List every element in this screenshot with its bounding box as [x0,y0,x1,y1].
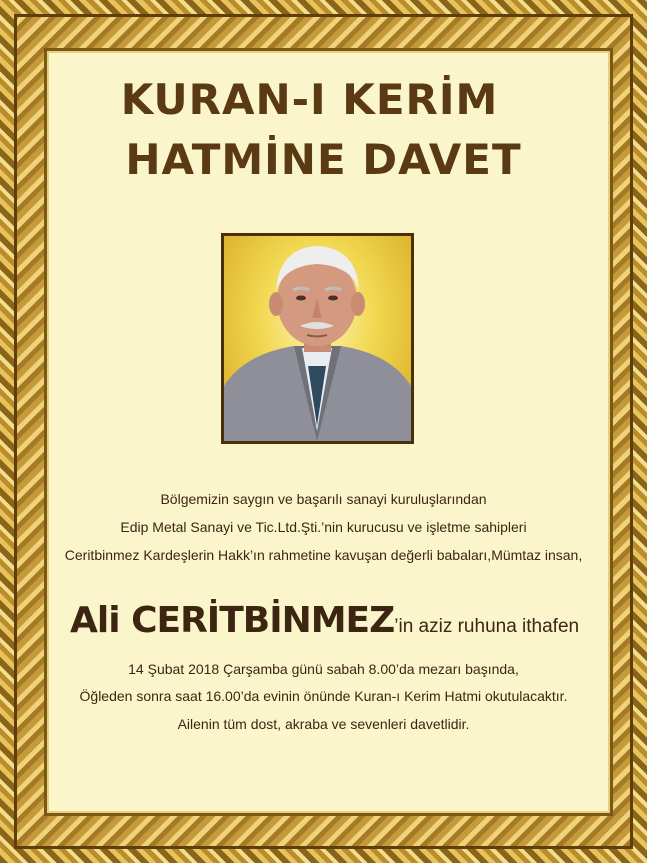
details-line-3: Ailenin tüm dost, akraba ve sevenleri davetlidir. [177,716,470,732]
details-line-2: Öğleden sonra saat 16.00’da evinin önünde Kuran-ı Kerim Hatmi okutulacaktır. [79,688,568,704]
intro-line-1: Bölgemizin saygın ve başarılı sanayi kuruluşlarından [160,491,487,507]
heading-line-2: HATMİNE DAVET [125,135,522,184]
deceased-name-row [70,600,630,641]
heading-line-1: KURAN-I KERİM [120,75,499,124]
portrait-photo [221,233,414,444]
details-line-1: 14 Şubat 2018 Çarşamba günü sabah 8.00’da mezarı başında, [128,661,519,677]
deceased-name: Ali CERİTBİNMEZ [70,600,395,641]
portrait-figure-icon [224,236,411,441]
dedication-text: ’in aziz ruhuna ithafen [394,616,580,637]
intro-line-2: Edip Metal Sanayi ve Tic.Ltd.Şti.’nin kurucusu ve işletme sahipleri [120,519,527,535]
intro-line-3: Ceritbinmez Kardeşlerin Hakk’ın rahmetine kavuşan değerli babaları,Mümtaz insan, [64,547,583,563]
